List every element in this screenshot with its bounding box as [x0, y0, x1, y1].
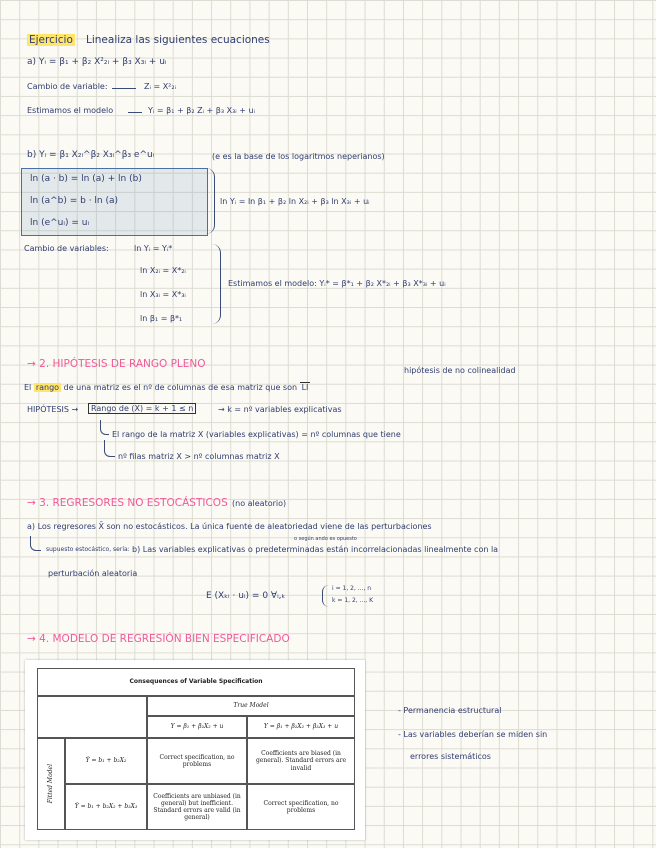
table-cell: Coefficients are biased (in general). Standard errors are invalid — [247, 738, 355, 784]
hook — [30, 536, 41, 551]
side-note: - Permanencia estructural — [398, 706, 502, 715]
a-estimamos-eq: Yᵢ = β₁ + β₂ Zᵢ + β₃ X₃ᵢ + uᵢ — [148, 106, 256, 115]
exercise-title: Linealiza las siguientes ecuaciones — [86, 34, 270, 46]
cond: i = 1, 2, ..., n — [332, 585, 372, 592]
brace — [206, 168, 215, 234]
b-cambio-item: ln β₁ = β*₁ — [140, 314, 183, 323]
hook — [100, 420, 109, 435]
small-note: o según ando es opuesto — [294, 536, 357, 542]
side-note: - Las variables deberían se miden sin — [398, 730, 548, 739]
table-col2: Y = β₁ + β₂X₂ + β₃X₃ + u — [247, 716, 355, 738]
hook — [104, 440, 115, 457]
side-note: errores sistemáticos — [410, 752, 491, 761]
hip-label: HIPÓTESIS → — [27, 405, 79, 414]
sec3-b: b) Las variables explicativas o predeterminadas están incorrelacionadas linealmente con la — [132, 545, 499, 554]
exercise-tag: Ejercicio — [29, 34, 73, 46]
table-row2: Ŷ = b₁ + b₂X₂ + b₃X₃ — [65, 784, 147, 830]
eq-b: b) Yᵢ = β₁ X₂ᵢ^β₂ X₃ᵢ^β₃ e^uᵢ — [27, 150, 155, 160]
rango-box: Rango de (X) = k + 1 ≤ n — [88, 403, 196, 414]
b-cambio-item: ln Yᵢ = Yᵢ* — [134, 244, 173, 253]
ln-result: ln Yᵢ = ln β₁ + β₂ ln X₂ᵢ + β₃ ln X₃ᵢ + uᵢ — [220, 197, 370, 206]
table-corner — [37, 696, 147, 738]
b-estimamos: Estimamos el modelo: Yᵢ* = β*₁ + β₂ X*₂ᵢ + β₃ X*₃ᵢ + uᵢ — [228, 279, 446, 288]
hip-note: hipótesis de no colinealidad — [404, 366, 516, 375]
section-2-header: → 2. HIPÓTESIS DE RANGO PLENO — [27, 358, 206, 370]
section-3-header: → 3. REGRESORES NO ESTOCÁSTICOS — [27, 497, 228, 509]
b-cambio-item: ln X₃ᵢ = X*₃ᵢ — [140, 290, 186, 299]
eq-a: a) Yᵢ = β₁ + β₂ X²₂ᵢ + β₃ X₃ᵢ + uᵢ — [27, 57, 167, 67]
a-cambio-eq: Zᵢ = X²₂ᵢ — [144, 82, 177, 91]
specification-table-image — [25, 660, 365, 840]
table-true-model: True Model — [147, 696, 355, 716]
brace — [322, 585, 329, 607]
rango-line: El rango de una matriz es el nº de columnas de esa matriz que son LI — [24, 383, 309, 392]
b-cambio-item: ln X₂ᵢ = X*₂ᵢ — [140, 266, 186, 275]
section-4-header: → 4. MODELO DE REGRESIÓN BIEN ESPECIFICADO — [27, 633, 290, 645]
log-prop: ln (a · b) = ln (a) + ln (b) — [30, 174, 142, 184]
eq-b-note: (e es la base de los logaritmos neperianos) — [212, 152, 385, 161]
table-title: Consequences of Variable Specification — [37, 668, 355, 696]
sec3-b-pre: supuesto estocástico, sería: — [46, 546, 130, 553]
table-fitted-model: Fitted Model — [37, 738, 65, 830]
table-cell: Correct specification, no problems — [247, 784, 355, 830]
log-prop: ln (e^uᵢ) = uᵢ — [30, 218, 90, 228]
arrow — [112, 88, 136, 89]
log-prop: ln (a^b) = b · ln (a) — [30, 196, 119, 206]
table-cell: Correct specification, no problems — [147, 738, 247, 784]
cond: k = 1, 2, ..., K — [332, 597, 374, 604]
table-cell: Coefficients are unbiased (in general) but inefficient. Standard errors are valid (in general) — [147, 784, 247, 830]
b-cambio-label: Cambio de variables: — [24, 244, 109, 253]
bullet: El rango de la matriz X (variables explicativas) = nº columnas que tiene — [112, 430, 401, 439]
section-3-note: (no aleatorio) — [232, 499, 287, 508]
arrow — [128, 112, 142, 113]
sec3-a: a) Los regresores X̄ son no estocásticos. La única fuente de aleatoriedad viene de las perturbaciones — [27, 522, 432, 531]
hip-after: → k = nº variables explicativas — [218, 405, 342, 414]
a-cambio-label: Cambio de variable: — [27, 82, 108, 91]
table-row1: Ŷ = b₁ + b₂X₂ — [65, 738, 147, 784]
table-col1: Y = β₁ + β₂X₂ + u — [147, 716, 247, 738]
brace — [212, 244, 221, 324]
sec3-formula: E (Xₖᵢ · uᵢ) = 0 ∀ᵢ,ₖ — [206, 591, 286, 601]
sec3-b-cont: perturbación aleatoria — [48, 569, 138, 578]
bullet: nº filas matriz X > nº columnas matriz X — [118, 452, 280, 461]
a-estimamos-label: Estimamos el modelo — [27, 106, 114, 115]
